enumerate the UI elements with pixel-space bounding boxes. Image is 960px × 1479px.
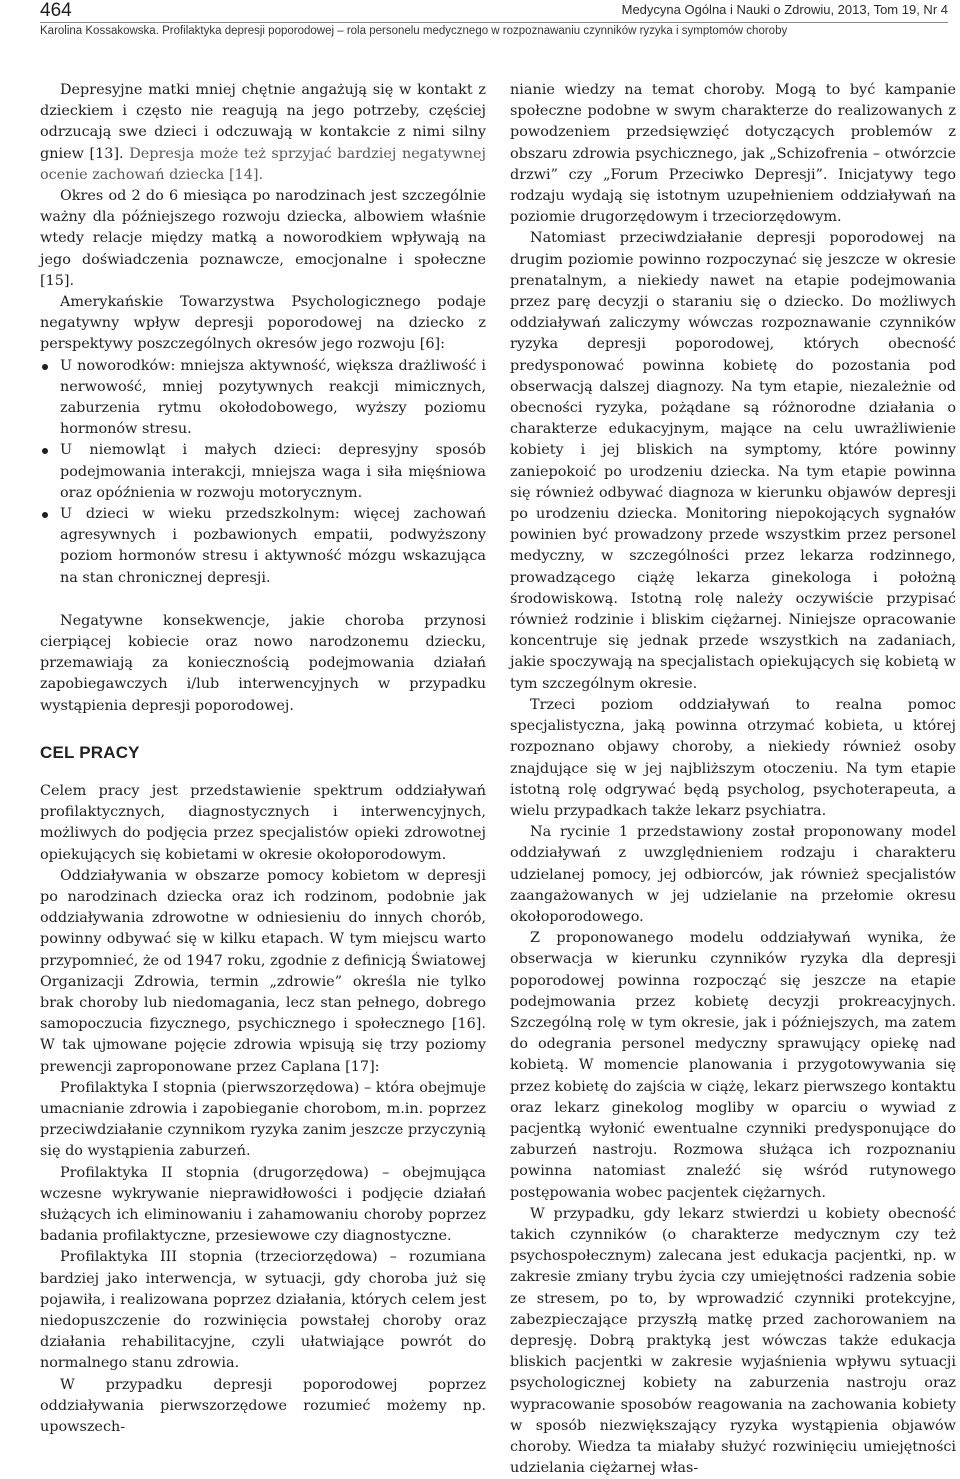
paragraph: Profilaktyka III stopnia (trzeciorzędowa) – rozumiana bardziej jako interwencja, w sytuacji, gdy choroba już się pojawiła, i realizowana poprzez działania, których celem jest niedopuszczenie do rozwinięcia powstałej choroby oraz działania rehabilitacyjne, czyli ułatwiające powrót do normalnego stanu zdrowia. xyxy=(40,1249,486,1372)
paragraph: Celem pracy jest przedstawienie spektrum oddziaływań profilaktycznych, diagnostycznych i interwencyjnych, możliwych do podjęcia przez specjalistów opieki zdrowotnej opiekujących się kobietami w okresie okołoporodowym. xyxy=(40,782,486,863)
paragraph: W przypadku, gdy lekarz stwierdzi u kobiety obecność takich czynników (o charakterze medycznym czy też psychospołecznym) zalecana jest edukacja pacjentki, np. w zakresie zmiany trybu życia czy umiejętności radzenia sobie ze stresem, po to, by wprowadzić czynniki protekcyjne, zabezpieczające przyszłą matkę przed zachorowaniem na depresję. Dobrą praktyką jest wówczas także edukacja bliskich pacjentki w zakresie wyjaśnienia wpływu sytuacji psychologicznej kobiety na zaburzenia nastroju oraz wypracowanie sposobów reagowania na zachowania kobiety w sposób niezwiększający ryzyka wystąpienia objawów choroby. Wiedza ta miałaby służyć rozwinięciu umiejętności udzielania ciężarnej włas- xyxy=(510,1205,956,1477)
bullet-item: U noworodków: mniejsza aktywność, większa drażliwość i nerwowość, mniej pozytywnych reakcji mimicznych, zaburzenia rytmu okołodobowego, wyższy poziomu hormonów stresu. xyxy=(40,356,486,441)
paragraph: Oddziaływania w obszarze pomocy kobietom w depresji po narodzinach dziecka oraz ich rodzinom, podobnie jak oddziaływania zdrowotne w odniesieniu do innych chorób, powinny odbywać się w kilku etapach. W tym miejscu warto przypomnieć, że od 1947 roku, zgodnie z definicją Światowej Organizacji Zdrowia, termin „zdrowie” określa nie tylko brak choroby lub niedomagania, lecz stan pełnego, dobrego samopoczucia fizycznego, psychicznego i społecznego [16]. W tak ujmowane pojęcie zdrowia wpisują się trzy poziomy prewencji zaproponowane przez Caplana [17]: xyxy=(40,867,486,1075)
paragraph: Depresyjne matki mniej chętnie angażują się w kontakt z dzieckiem i często nie reagują na jego potrzeby, częściej odrzucają swe dzieci i odczuwają w kontakcie z nimi silny gniew [13]. Depresja może też sprzyjać bardziej negatywnej ocenie zachowań dziecka [14]. xyxy=(40,82,486,183)
paragraph: Negatywne konsekwencje, jakie choroba przynosi cierpiącej kobiecie oraz nowo narodzonemu dziecku, przemawiają za koniecznością podejmowania działań zapobiegawczych i/lub interwencyjnych w przypadku wystąpienia depresji poporodowej. xyxy=(40,612,486,714)
paragraph: Natomiast przeciwdziałanie depresji poporodowej na drugim poziomie powinno rozpoczynać się jeszcze w okresie prenatalnym, a niekiedy nawet na etapie podejmowania przez parę decyzji o staraniu się o dziecko. Do możliwych oddziaływań zaliczymy wówczas rozpoznawanie czynników ryzyka depresji poporodowej, których obecność predysponować powinna kobietę do pozostania pod obserwacją dalszej diagnozy. Na tym etapie, niezależnie od obecności ryzyka, pożądane są różnorodne działania o charakterze edukacyjnym, mające na celu uwrażliwienie kobiety i jej bliskich na symptomy, które powinny zaniepokoić po urodzeniu dziecka. Na tym etapie powinna się również odbywać diagnoza w kierunku objawów depresji po urodzeniu dziecka. Monitoring niepokojących sygnałów powinien być prowadzony przede wszystkim przez personel medyczny, w szczególności przez lekarza rodzinnego, prowadzącego ciążę lekarza ginekologa i położną środowiskową. Istotną rolę należy oczywiście przypisać również rodzinie i bliskim ciężarnej. Niniejsze opracowanie koncentruje się jednak przede wszystkich na zadaniach, jakie spoczywają na specjalistach opiekujących się kobietą w tym szczególnym okresie. xyxy=(510,230,956,692)
section-heading: CEL PRACY xyxy=(40,742,140,762)
paragraph: Amerykańskie Towarzystwa Psychologicznego podaje negatywny wpływ depresji poporodowej na dziecko z perspektywy poszczególnych okresów jego rozwoju [6]: xyxy=(40,294,486,353)
paragraph: Z proponowanego modelu oddziaływań wynika, że obserwacja w kierunku czynników ryzyka dla depresji poporodowej powinna rozpocząć się jeszcze na etapie podejmowania przez kobietę decyzji prokreacyjnych. Szczególną rolę w tym okresie, jak i późniejszych, ma zatem do odegrania personel medyczny sprawujący opiekę nad kobietą. W momencie planowania i przygotowywania się przez kobietę do zajścia w ciążę, lekarz pierwszego kontaktu oraz lekarz ginekolog mogliby w oparciu o wywiad z pacjentką wyłonić ewentualne czynniki predysponujące do zaburzeń nastroju. Rozmowa służąca ich rozpoznaniu powinna natomiast znaleźć się wśród rutynowego postępowania wobec pacjentek ciężarnych. xyxy=(510,930,956,1201)
journal-citation: Medycyna Ogólna i Nauki o Zdrowiu, 2013, Tom 19, Nr 4 xyxy=(621,2,948,17)
header-rule xyxy=(40,22,948,23)
bullet-item: U niemowląt i małych dzieci: depresyjny sposób podejmowania interakcji, mniejsza waga i siła mięśniowa oraz opóźnienia w rozwoju motorycznym. xyxy=(40,440,486,504)
running-title: Karolina Kossakowska. Profilaktyka depresji poporodowej – rola personelu medycznego w rozpoznawaniu czynników ryzyka i symptomów choroby xyxy=(40,25,788,37)
right-column xyxy=(510,80,956,1479)
paragraph: Profilaktyka I stopnia (pierwszorzędowa) – która obejmuje umacnianie zdrowia i zapobieganie chorobom, m.in. poprzez przeciwdziałanie czynnikom ryzyka zanim jeszcze przyczynią się do wystąpienia zaburzeń. xyxy=(40,1079,486,1160)
paragraph: nianie wiedzy na temat choroby. Mogą to być kampanie społeczne podobne w swym charakterze do realizowanych z powodzeniem przedsięwzięć dotyczących problemów z obszaru zdrowia psychicznego, jak „Schizofrenia – otwórzcie drzwi” czy „Forum Przeciwko Depresji”. Inicjatywy tego rodzaju wydają się istotnym uzupełnieniem oddziaływań na poziomie drugorzędowym i trzeciorzędowym. xyxy=(510,82,956,226)
paragraph: Okres od 2 do 6 miesiąca po narodzinach jest szczególnie ważny dla późniejszego rozwoju dziecka, albowiem właśnie wtedy relacje między matką a noworodkiem wpływają na jego doświadczenia poznawcze, emocjonalne i społeczne [15]. xyxy=(40,188,486,289)
left-column xyxy=(40,80,486,1438)
paragraph: Profilaktyka II stopnia (drugorzędowa) – obejmująca wczesne wykrywanie nieprawidłowości i podjęcie działań służących ich eliminowaniu i zahamowaniu choroby poprzez badania profilaktyczne, przesiewowe czy diagnostyczne. xyxy=(40,1164,486,1245)
paragraph: Na rycinie 1 przedstawiony został proponowany model oddziaływań z uwzględnieniem rodzaju i charakteru udzielanej pomocy, jej odbiorców, jak również specjalistów zaangażowanych w jej udzielanie na przełomie okresu okołoporodowego. xyxy=(510,824,956,925)
paragraph: W przypadku depresji poporodowej poprzez oddziaływania pierwszorzędowe rozumieć możemy np. upowszech- xyxy=(40,1376,486,1435)
page-number: 464 xyxy=(40,0,72,21)
bullet-list xyxy=(40,356,486,589)
paragraph: Trzeci poziom oddziaływań to realna pomoc specjalistyczna, jaką powinna otrzymać kobieta, u której rozpoznano objawy choroby, a niekiedy również osoby znajdujące się w jej najbliższym otoczeniu. Na tym etapie istotną rolę odgrywać będą psycholog, psychoterapeuta, a wielu przypadkach także lekarz psychiatra. xyxy=(510,696,956,819)
bullet-item: U dzieci w wieku przedszkolnym: więcej zachowań agresywnych i pozbawionych empatii, podwyższony poziom hormonów stresu i aktywność mózgu wskazująca na stan chronicznej depresji. xyxy=(40,504,486,589)
